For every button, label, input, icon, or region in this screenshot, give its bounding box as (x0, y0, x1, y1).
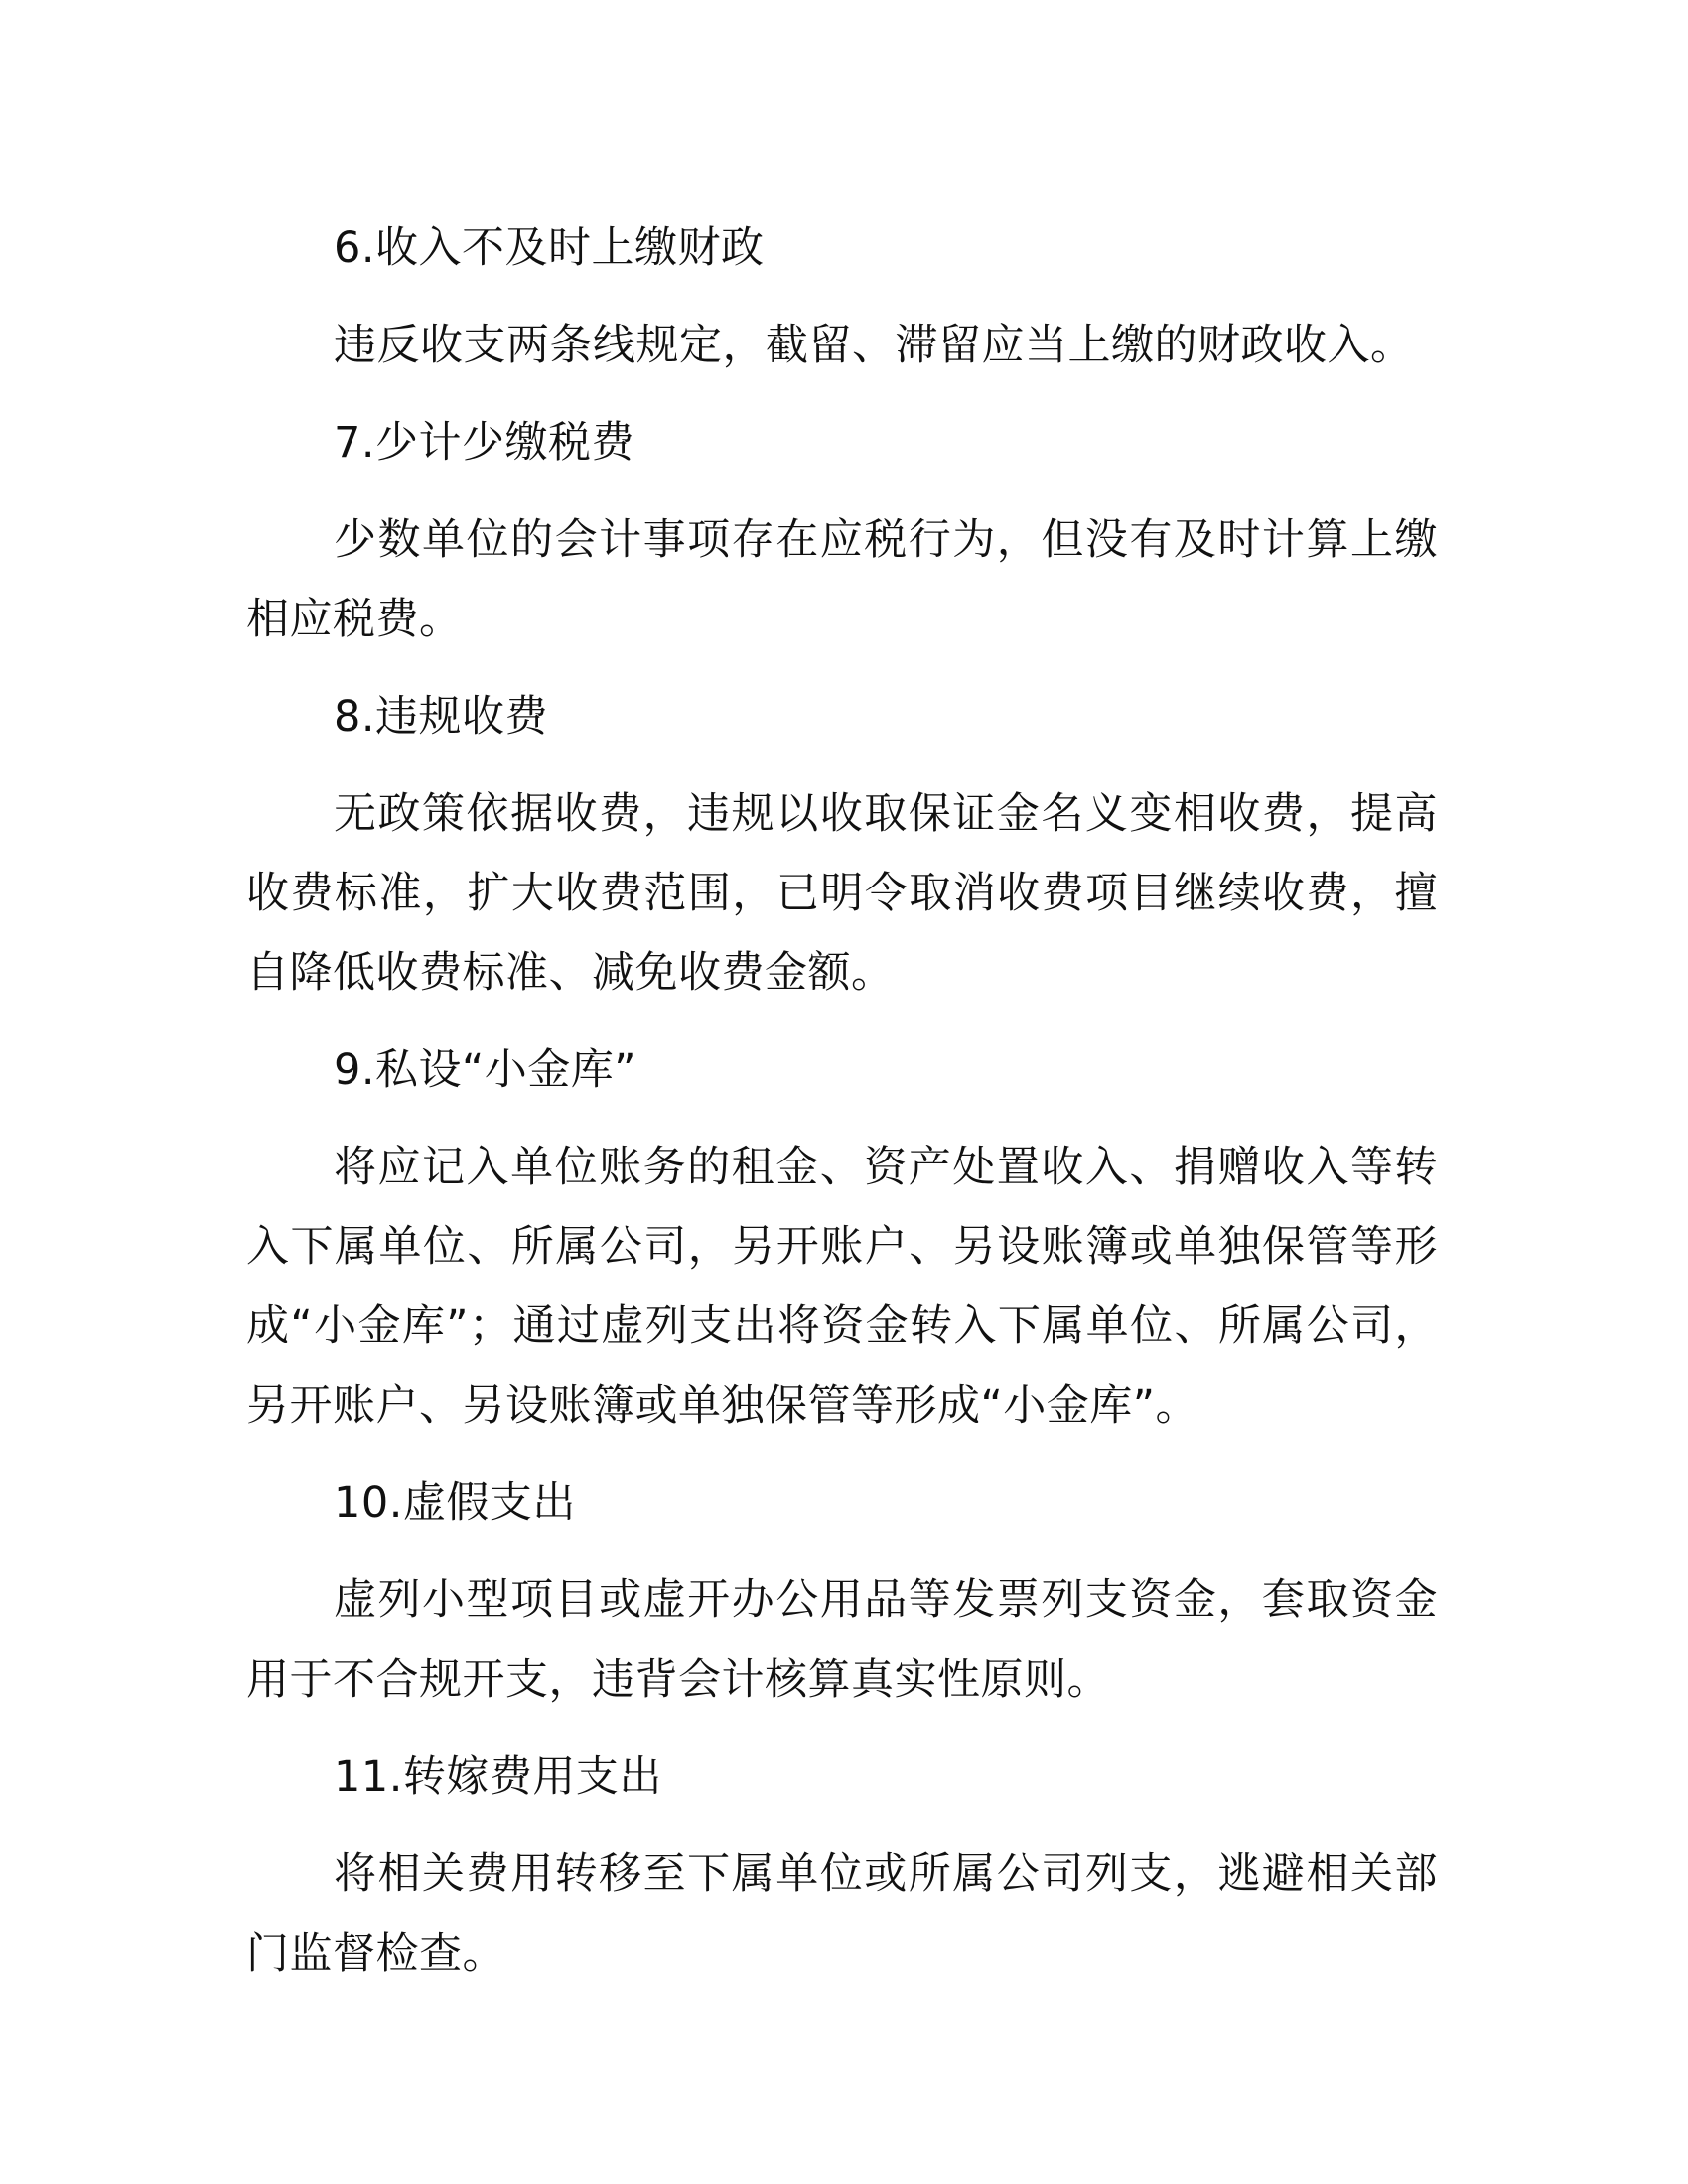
section-body-9: 将应记入单位账务的租金、资产处置收入、捐赠收入等转入下属单位、所属公司，另开账户、另设账簿或单独保管等形成“小金库”；通过虚列支出将资金转入下属单位、所属公司，另开账户、另设账簿或单独保管等形成“小金库”。 (246, 1143, 1438, 1431)
section-heading-9: 9.私设“小金库” (334, 1045, 637, 1095)
section-body-7: 少数单位的会计事项存在应税行为，但没有及时计算上缴相应税费。 (246, 515, 1438, 644)
section-heading-11: 11.转嫁费用支出 (334, 1752, 662, 1802)
section-body-6: 违反收支两条线规定，截留、滞留应当上缴的财政收入。 (334, 321, 1414, 370)
section-body-8: 无政策依据收费，违规以收取保证金名义变相收费，提高收费标准，扩大收费范围，已明令取消收费项目继续收费，擅自降低收费标准、减免收费金额。 (246, 789, 1438, 998)
section-body-10: 虚列小型项目或虚开办公用品等发票列支资金，套取资金用于不合规开支，违背会计核算真实性原则。 (246, 1575, 1438, 1705)
section-body-11: 将相关费用转移至下属单位或所属公司列支，逃避相关部门监督检查。 (246, 1849, 1438, 1979)
section-heading-8: 8.违规收费 (334, 692, 549, 742)
section-heading-10: 10.虚假支出 (334, 1478, 576, 1528)
document-content (246, 208, 1438, 2011)
section-heading-7: 7.少计少缴税费 (334, 418, 635, 468)
section-heading-6: 6.收入不及时上缴财政 (334, 223, 765, 273)
document-page (246, 0, 1438, 2184)
